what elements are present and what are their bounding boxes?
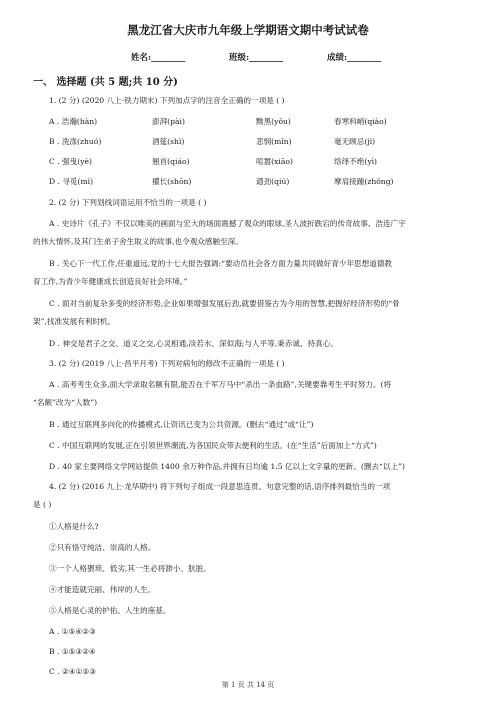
score-field-label: 成绩:________ [327,53,382,63]
q3-option-a-line2: “名额”改为“人数”) [33,398,98,407]
q4-option-c: C . ②④①⑤③ [49,667,97,676]
q1-option-b3: 悲悯(mǐn) [256,137,292,146]
q1-option-b4: 毫无顾忌(jì) [334,137,376,146]
q1-option-a2: 澎湃(pài) [152,117,185,126]
q1-option-c1: C . 强曳(yè) [49,157,92,166]
q4-sentence-5: ⑤人格是心灵的护佑、人生的座基。 [49,606,171,615]
question-4-stem-line2: 是 ( ) [33,500,52,509]
question-2-stem: 2. (2 分) 下列划线词语运用不恰当的一项是 ( ) [49,198,207,207]
q3-option-a-line1: A . 高考考生众多,面大学录取名额有限,能否在千军万马中“杀出一条血路”,关键要靠考生平时努力。(将 [49,380,392,389]
q4-option-a: A . ①⑤④②③ [49,627,96,636]
q1-option-b2: 酒筵(shì) [152,137,185,146]
q4-sentence-4: ④才能造就完丽、伟岸的人生。 [49,585,156,594]
q2-option-a-line1: A . 史诗片《孔子》不仅以唯美的画面与宏大的场面震撼了观众的眼球,圣人波折跌宕的传奇故事、浩连广宇 [49,219,406,228]
q1-option-d1: D . 寻觅(mì) [49,177,94,186]
q3-option-c: C . 中国互联网的发展,正在引领世界潮流,为各国民众带去便利的生活。(在“生活”后面加上“方式”) [49,441,377,450]
q1-option-d4: 摩肩接踵(zhǒng) [334,177,394,186]
q2-option-b-line1: B . 关心下一代工作,任重道远,党的十七大报告强调:“要动员社会各方面力量共同做好青少年思想道德教 [49,259,393,268]
q2-option-c-line2: 架”,找准发展有利时机。 [33,317,116,326]
q4-sentence-3: ③一个人格猥琐、低劣,其一生必将渺小、肮脏。 [49,564,211,573]
q1-option-d2: 擢长(shōn) [152,177,192,186]
q3-option-d: D . 40 家主要网络文学网站提供 1400 余万种作品,并拥有日均逾 1.5 亿以上文字量的更新。(删去“以上”) [49,462,405,471]
q2-option-a-line2: 的伟大情怀,及其门生弟子舍生取义的故事,也令观众感触至深。 [33,237,243,246]
q1-option-b1: B . 洗涤(zhuó) [49,137,102,146]
q1-option-c3: 喧嚣(xiāo) [256,157,293,166]
q4-sentence-1: ①人格是什么? [49,522,99,531]
q2-option-b-line2: 育工作,为青少年健康成长创造良好社会环境。” [33,277,188,286]
question-1-stem: 1. (2 分) (2020 八上·铁力期末) 下列加点字的注音全正确的一项是 ( ) [49,96,285,105]
class-field-label: 班级:________ [229,53,284,63]
page-number-footer: 第 1 页 共 14 页 [221,681,275,689]
q1-option-c2: 翘首(qiáo) [152,157,190,166]
q1-option-a4: 春寒料峭(qiào) [334,117,387,126]
page-title: 黑龙江省大庆市九年级上学期语文期中考试试卷 [127,23,369,37]
name-field-label: 姓名:________ [131,53,186,63]
q1-option-c4: 络绎不绝(yì) [334,157,378,166]
q2-option-d-line1: D . 神交是君子之交、道义之交,心灵相通,淡若水、深似海;与人平等,秉赤诚、持真心。 [49,339,338,348]
q1-option-a3: 黝黑(yǒu) [256,117,291,126]
q2-option-c-line1: C . 面对当前复杂多变的经济形势,企业如果增强发展后劲,就要借鉴古为今用的智慧,把握好经济形势的“骨 [49,299,400,308]
q4-sentence-2: ②只有恪守纯洁、崇高的人格。 [49,543,156,552]
q1-option-a1: A . 浩瀚(hàn) [49,117,98,126]
q1-option-d3: 遒劲(qiú) [256,177,290,186]
section-heading: 一、 选择题 (共 5 题;共 10 分) [33,77,178,88]
question-4-stem-line1: 4. (2 分) (2016 九上·龙华期中) 将下列句子组成一段意思连贯、句意完整的话,语序排列最恰当的一项 [49,482,391,491]
question-3-stem: 3. (2 分) (2019 八上·昌平月考) 下列对病句的修改不正确的一项是 ( ) [49,359,285,368]
q3-option-b: B . 通过互联网多向化的传播模式,让资讯已变为公共资源。(删去“通过”或“让”) [49,420,314,429]
q4-option-b: B . ①⑤③②④ [49,647,96,656]
